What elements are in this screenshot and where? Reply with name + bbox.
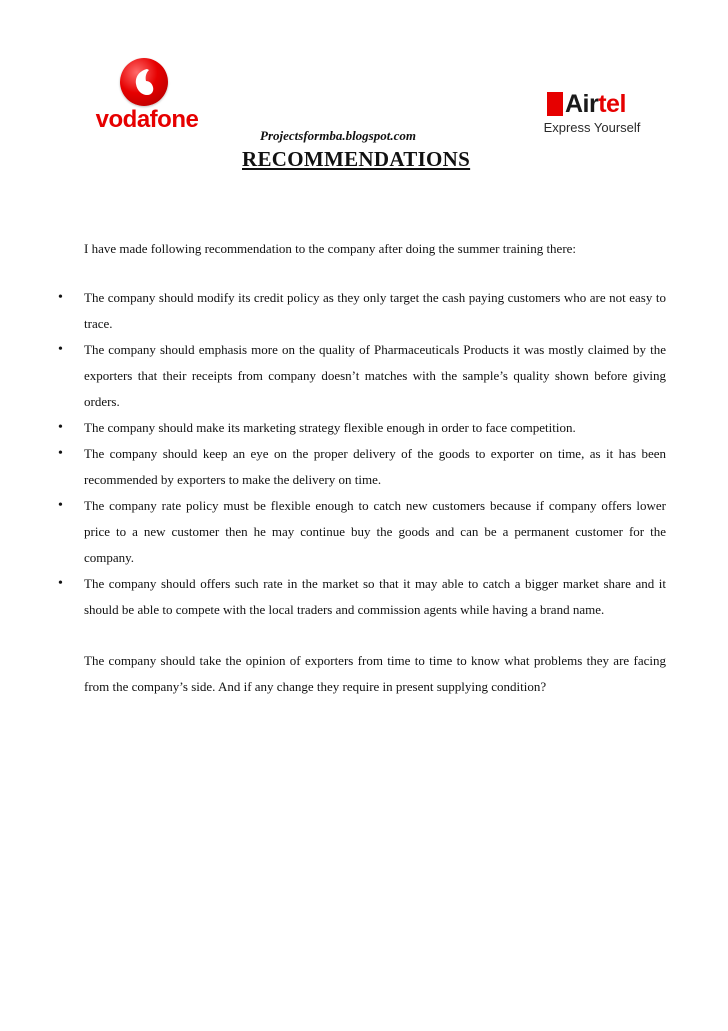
list-item — [58, 285, 666, 337]
airtel-logo — [537, 92, 647, 142]
list-item — [58, 337, 666, 415]
airtel-word-tel: tel — [598, 90, 626, 118]
page-title: RECOMMENDATIONS — [242, 147, 471, 171]
list-item — [58, 441, 666, 493]
airtel-word-air: Air — [565, 90, 599, 118]
list-item — [58, 415, 666, 441]
vodafone-logo — [92, 58, 202, 134]
closing-paragraph: The company should take the opinion of exporters from time to time to know what problems they are facing from the company’s side. And if any change they require in present supplying condition? — [84, 653, 666, 694]
bullet-icon: • — [58, 342, 63, 357]
site-url: Projectsformba.blogspot.com — [260, 128, 416, 143]
recommendation-list — [58, 285, 666, 623]
bullet-icon: • — [58, 576, 63, 591]
bullet-icon: • — [58, 290, 63, 305]
recommendation-text: The company should emphasis more on the quality of Pharmaceuticals Products it was mostly claimed by the exporters that their receipts from company doesn’t matches with the sample’s quality shown before giving orders. — [84, 342, 666, 409]
vodafone-wordmark: vodafone — [95, 106, 199, 133]
recommendation-text: The company should keep an eye on the proper delivery of the goods to exporter on time, as it has been recommended by exporters to make the delivery on time. — [84, 446, 666, 487]
airtel-wordmark — [565, 90, 626, 119]
bullet-icon: • — [58, 498, 63, 513]
bullet-icon: • — [58, 420, 63, 435]
recommendation-text: The company should modify its credit policy as they only target the cash paying customers who are not easy to trace. — [84, 290, 666, 331]
vodafone-speechmark-icon — [120, 58, 168, 106]
list-item — [58, 571, 666, 623]
airtel-tagline: Express Yourself — [543, 120, 641, 135]
recommendation-text: The company rate policy must be flexible enough to catch new customers because if company offers lower price to a new customer then he may continue buy the goods and can be a permanent customer for the company. — [84, 498, 666, 565]
recommendation-text: The company should make its marketing strategy flexible enough in order to face competition. — [84, 420, 576, 435]
airtel-mark-icon — [547, 92, 563, 116]
list-item — [58, 493, 666, 571]
intro-paragraph: I have made following recommendation to the company after doing the summer training there: — [84, 241, 577, 256]
bullet-icon: • — [58, 446, 63, 461]
recommendation-text: The company should offers such rate in the market so that it may able to catch a bigger market share and it should be able to compete with the local traders and commission agents while having a brand name. — [84, 576, 666, 617]
